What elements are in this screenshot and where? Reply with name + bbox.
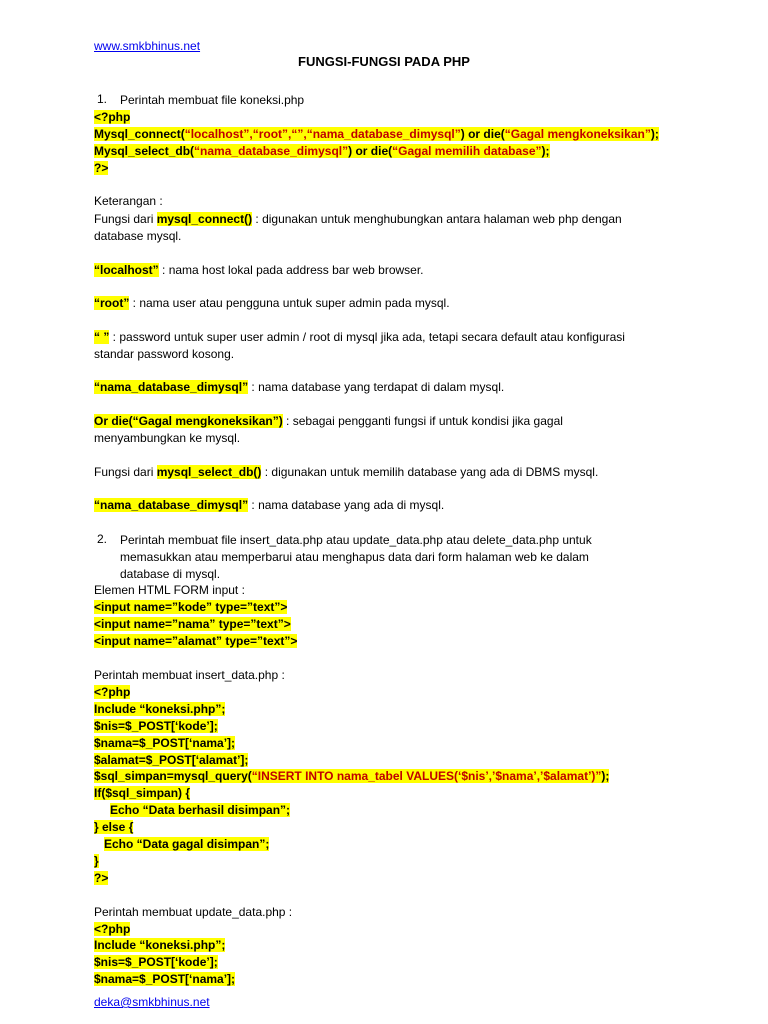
code-text: <input name=”nama” type=”text”> bbox=[94, 617, 291, 631]
code-text: $nama=$_POST[‘nama’]; bbox=[94, 972, 236, 986]
code-text: $sql_simpan=mysql_query( bbox=[94, 769, 252, 783]
code-text: Echo “Data gagal disimpan”; bbox=[104, 837, 270, 851]
text: Fungsi dari bbox=[94, 465, 157, 479]
paragraph: menyambungkan ke mysql. bbox=[94, 431, 241, 445]
code-string: “localhost”,“root”,“”,“nama_database_dimysql” bbox=[184, 127, 461, 141]
code-text: <?php bbox=[94, 110, 131, 124]
code-text: <?php bbox=[94, 922, 131, 936]
paragraph bbox=[94, 262, 424, 278]
code-text: $nis=$_POST[‘kode’]; bbox=[94, 955, 218, 969]
paragraph bbox=[94, 211, 622, 227]
paragraph: standar password kosong. bbox=[94, 347, 235, 361]
insert-label: Perintah membuat insert_data.php : bbox=[94, 668, 285, 682]
text: : nama user atau pengguna untuk super admin pada mysql. bbox=[129, 296, 450, 310]
code-line bbox=[94, 752, 248, 768]
text: : nama database yang terdapat di dalam mysql. bbox=[248, 380, 505, 394]
code-string: “INSERT INTO nama_tabel VALUES(‘$nis’,’$nama’,’$alamat’)” bbox=[251, 769, 602, 783]
code-line bbox=[94, 853, 99, 869]
code-line bbox=[94, 126, 659, 142]
text: : nama database yang ada di mysql. bbox=[248, 498, 445, 512]
code-text: Include “koneksi.php”; bbox=[94, 702, 226, 716]
code-text: Include “koneksi.php”; bbox=[94, 938, 226, 952]
paragraph bbox=[94, 379, 504, 395]
code-line bbox=[94, 160, 108, 176]
code-line bbox=[94, 616, 291, 632]
code-text: If($sql_simpan) { bbox=[94, 786, 191, 800]
code-text: <input name=”kode” type=”text”> bbox=[94, 600, 288, 614]
paragraph bbox=[94, 329, 625, 345]
code-string: “Gagal memilih database” bbox=[392, 144, 542, 158]
highlight: “nama_database_dimysql” bbox=[94, 498, 249, 512]
code-text: Echo “Data berhasil disimpan”; bbox=[110, 803, 291, 817]
code-line bbox=[94, 921, 130, 937]
code-line bbox=[94, 971, 235, 987]
code-line bbox=[94, 109, 130, 125]
highlight: “nama_database_dimysql” bbox=[94, 380, 249, 394]
code-text: ); bbox=[541, 144, 550, 158]
code-line bbox=[94, 785, 190, 801]
code-line bbox=[104, 836, 269, 852]
item-1-text: Perintah membuat file koneksi.php bbox=[120, 93, 305, 107]
code-text: Mysql_select_db( bbox=[94, 144, 195, 158]
text: Fungsi dari bbox=[94, 212, 157, 226]
keterangan-label: Keterangan : bbox=[94, 194, 163, 208]
code-line bbox=[94, 143, 550, 159]
code-line bbox=[110, 802, 290, 818]
text: : digunakan untuk menghubungkan antara halaman web php dengan bbox=[252, 212, 622, 226]
highlight: “ ” bbox=[94, 330, 110, 344]
form-label: Elemen HTML FORM input : bbox=[94, 583, 245, 597]
paragraph bbox=[94, 413, 563, 429]
highlight: mysql_connect() bbox=[156, 212, 253, 226]
code-text: $nama=$_POST[‘nama’]; bbox=[94, 736, 236, 750]
item-2-text: database di mysql. bbox=[120, 567, 221, 581]
highlight: “localhost” bbox=[94, 263, 159, 277]
code-line bbox=[94, 870, 108, 886]
highlight: “root” bbox=[94, 296, 130, 310]
highlight: mysql_select_db() bbox=[156, 465, 262, 479]
page-title: FUNGSI-FUNGSI PADA PHP bbox=[298, 54, 470, 69]
code-text: ) or die( bbox=[348, 144, 393, 158]
code-line bbox=[94, 718, 218, 734]
code-string: “nama_database_dimysql” bbox=[194, 144, 349, 158]
paragraph bbox=[94, 497, 444, 513]
paragraph bbox=[94, 464, 598, 480]
text: : nama host lokal pada address bar web browser. bbox=[158, 263, 424, 277]
code-text: <input name=”alamat” type=”text”> bbox=[94, 634, 298, 648]
item-1-number: 1. bbox=[97, 92, 108, 106]
text: : sebagai pengganti fungsi if untuk kondisi jika gagal bbox=[282, 414, 563, 428]
item-2-text: memasukkan atau memperbarui atau menghapus data dari form halaman web ke dalam bbox=[120, 550, 589, 564]
code-text: ); bbox=[601, 769, 610, 783]
text: : password untuk super user admin / root di mysql jika ada, tetapi secara default atau konfigurasi bbox=[109, 330, 625, 344]
code-line bbox=[94, 633, 297, 649]
code-line bbox=[94, 735, 235, 751]
item-2-number: 2. bbox=[97, 532, 108, 546]
text: : digunakan untuk memilih database yang ada di DBMS mysql. bbox=[261, 465, 599, 479]
highlight: Or die(“Gagal mengkoneksikan”) bbox=[94, 414, 283, 428]
code-text: ?> bbox=[94, 871, 109, 885]
code-text: <?php bbox=[94, 685, 131, 699]
code-line bbox=[94, 819, 133, 835]
code-string: “Gagal mengkoneksikan” bbox=[504, 127, 651, 141]
paragraph: database mysql. bbox=[94, 229, 182, 243]
code-line bbox=[94, 937, 225, 953]
code-text: Mysql_connect( bbox=[94, 127, 185, 141]
code-line bbox=[94, 954, 218, 970]
code-line bbox=[94, 701, 225, 717]
code-line bbox=[94, 684, 130, 700]
code-line bbox=[94, 768, 609, 784]
code-text: ) or die( bbox=[460, 127, 505, 141]
code-text: ?> bbox=[94, 161, 109, 175]
header-link[interactable]: www.smkbhinus.net bbox=[94, 39, 201, 53]
footer-link[interactable]: deka@smkbhinus.net bbox=[94, 995, 210, 1009]
item-2-text: Perintah membuat file insert_data.php atau update_data.php atau delete_data.php untuk bbox=[120, 533, 592, 547]
code-line bbox=[94, 599, 287, 615]
paragraph bbox=[94, 295, 450, 311]
code-text: } bbox=[94, 854, 99, 868]
code-text: $nis=$_POST[‘kode’]; bbox=[94, 719, 218, 733]
update-label: Perintah membuat update_data.php : bbox=[94, 905, 293, 919]
code-text: ); bbox=[650, 127, 659, 141]
code-text: $alamat=$_POST[‘alamat’]; bbox=[94, 753, 249, 767]
code-text: } else { bbox=[94, 820, 134, 834]
